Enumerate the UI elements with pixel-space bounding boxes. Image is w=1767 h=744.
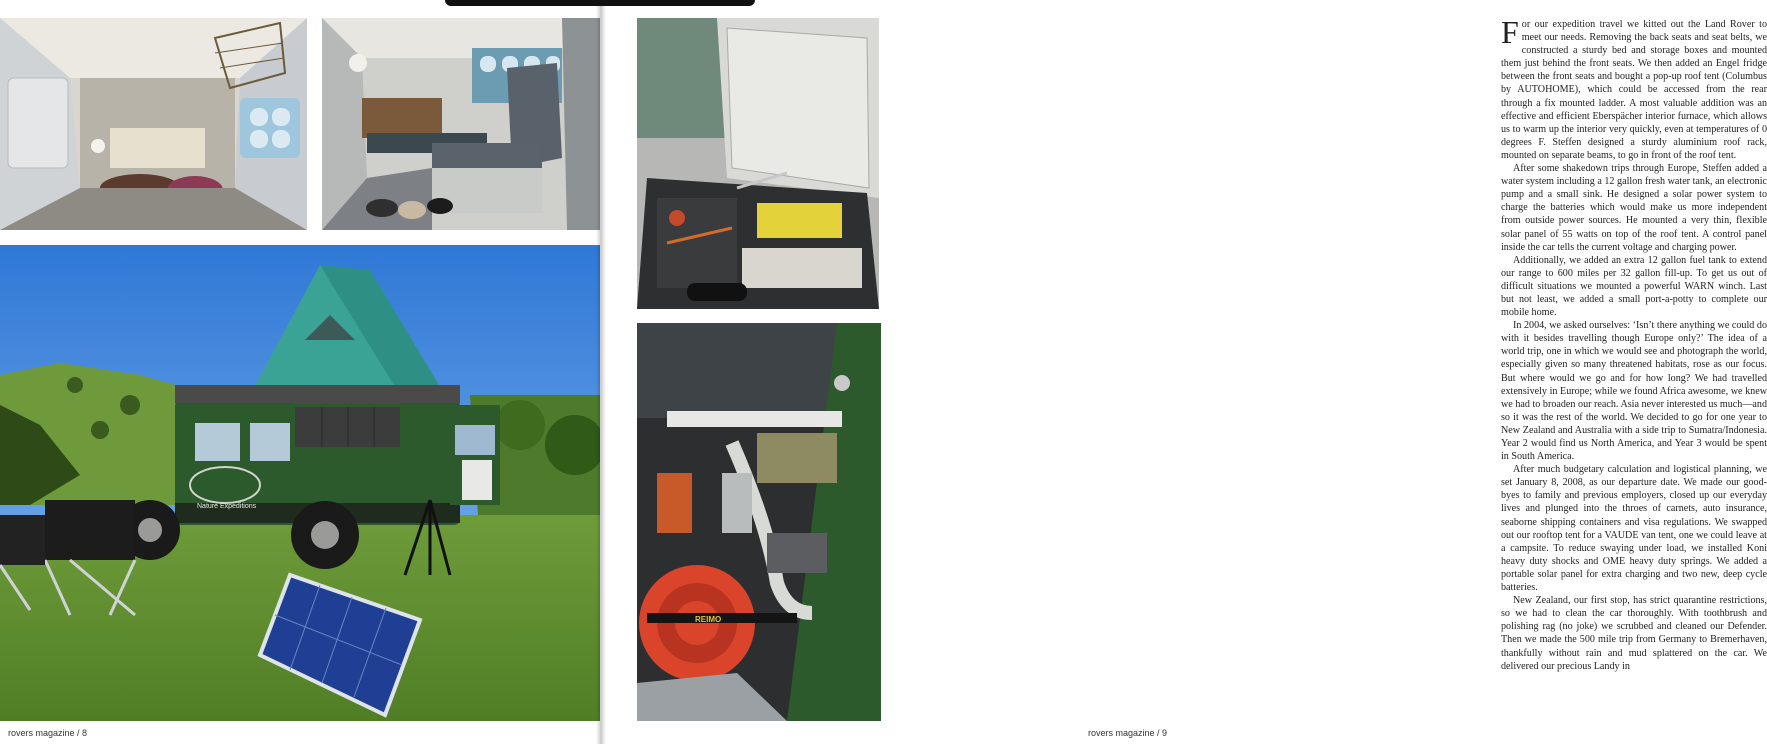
interior-rear-view-photo (0, 18, 307, 230)
article-paragraph: In 2004, we asked ourselves: ‘Isn’t there anything we could do with it besides travelling though Europe only?’ The idea of a world trip, one in which we would see and photograph the world, especially given so many threatened habitats, rose as our focus. But where would we go and for how long? We had travelled extensively in Europe; while we found Africa awesome, we knew we had to broaden our reach. Asia never interested us much—and so it was the rest of the world. We decided to go for one year to New Zealand and Australia with a side trip to Sumatra/Indonesia. Year 2 would find us North America, and Year 3 would be spent in South America. (1501, 320, 1767, 463)
dropcap: F (1501, 14, 1519, 50)
article-paragraph: For our expedition travel we kitted out the Land Rover to meet our needs. Removing the back seats and seat belts, we constructed a sturdy bed and storage boxes and mounted them just behind the front seats. We then added an Engel fridge between the front seats and bought a pop-up roof tent (Columbus by AUTOHOME), which could be accessed from the rear through a fix mounted ladder. A most valuable addition was an effective and efficient Eberspächer interior furnace, which allows us to warm up the interior very quickly, even at temperatures of 0 degrees F. Steffen designed a sturdy aluminium roof rack, mounted on separate beams, to go in front of the roof tent. (1501, 14, 1767, 161)
interior-seats-photo (322, 18, 600, 230)
viewer-top-bar (445, 0, 755, 6)
article-paragraph: After much budgetary calculation and logistical planning, we set January 8, 2008, as our departure date. We made our good-byes to family and previous employers, closed up our everyday lives and plunged into the throes of carnets, auto insurance, seaborne shipping containers and visa regulations. We swapped out our rooftop tent for a VAUDE van tent, one we could leave at a campsite. To reduce swaying under load, we installed Koni heavy duty shocks and OME heavy duty springs. We added a portable solar panel for extra charging and two new, deep cycle batteries. (1501, 464, 1767, 594)
right-page (600, 0, 1767, 744)
cable-reel-text: REIMO (695, 615, 722, 624)
article-paragraph: Additionally, we added an extra 12 gallon fuel tank to extend our range to 600 miles per 32 gallon fill-up. To get us out of difficult situations we mounted a powerful WARN winch. Last but not least, we added a small port-a-potty to complete our mobile home. (1501, 254, 1767, 319)
article-paragraph: New Zealand, our first stop, has strict quarantine restrictions, so we had to clean the car thoroughly. With toothbrush and polishing rag (no joke) we scrubbed and cleaned our Defender. Then we made the 500 mile trip from Germany to Bremerhaven, thankfully without rain and mud splattered on the car. We delivered our precious Landy in (1501, 595, 1767, 672)
camp-scene-photo (0, 245, 600, 721)
right-page-folio: rovers magazine / 9 (1088, 728, 1168, 738)
left-page-folio: rovers magazine / 8 (8, 728, 88, 738)
article-text (1501, 14, 1767, 723)
page-gutter (596, 0, 606, 744)
vehicle-door-text: Nature Expeditions (197, 503, 257, 510)
left-page (0, 0, 600, 744)
storage-drawer-photo (637, 18, 879, 309)
article-paragraph: After some shakedown trips through Europe, Steffen added a water system including a 12 gallon fresh water tank, an electronic pump and a small sink. He designed a solar power system to charge the batteries which would make us more independent from outside power sources. He mounted a very thin, flexible solar panel of 55 watts on top of the roof tent. A control panel inside the car tells the current voltage and charging power. (1501, 163, 1767, 253)
fuel-compartment-photo (637, 323, 881, 721)
